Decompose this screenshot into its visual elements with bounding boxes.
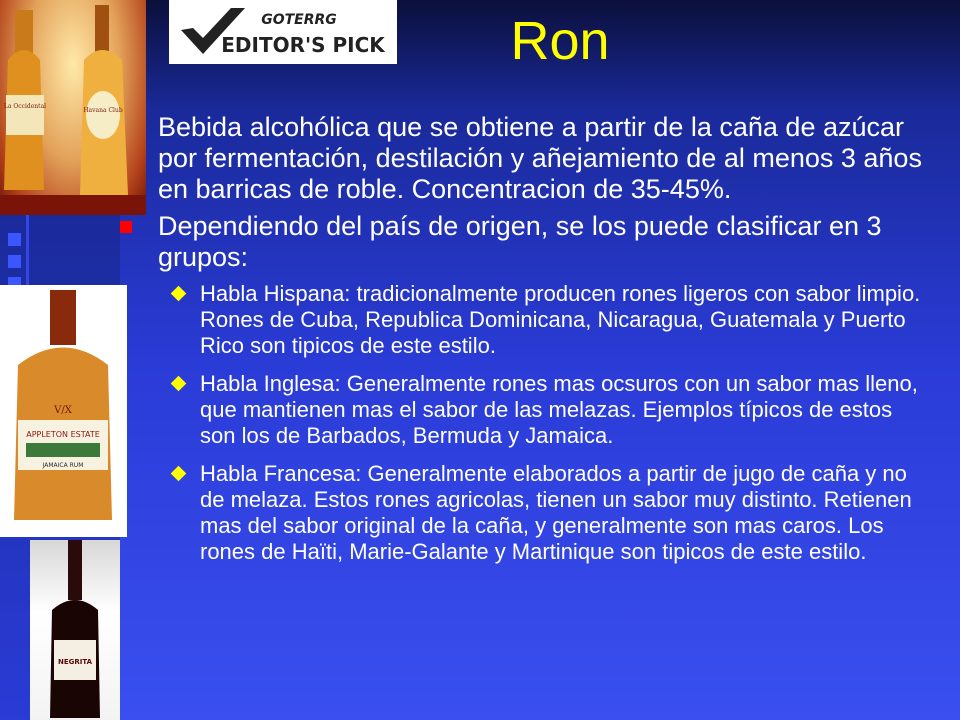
diamond-bullet-icon	[171, 376, 187, 392]
main-bullet-text: Dependiendo del país de origen, se los puede clasificar en 3 grupos:	[158, 211, 882, 272]
sub-bullet-text: Habla Hispana: tradicionalmente producen rones ligeros con sabor limpio. Rones de Cuba, Republica Dominicana, Nicaragua, Guatemala y Puerto Rico son tipicos de este estilo.	[200, 281, 921, 358]
sub-bullet-text: Habla Francesa: Generalmente elaborados a partir de jugo de caña y no de melaza. Estos rones agricolas, tienen un sabor muy distinto. Retienen mas del sabor original de la caña, y generalmente son mas caros. Los rones de Haïti, Marie-Galante y Martinique son tipicos de este estilo.	[200, 461, 912, 564]
negrita-label: NEGRITA	[57, 658, 93, 666]
appleton-bottle-photo	[0, 285, 127, 537]
negrita-bottle-photo	[30, 540, 120, 720]
appleton-name: APPLETON ESTATE	[26, 430, 100, 439]
sub-bullet-text: Habla Inglesa: Generalmente rones mas ocsuros con un sabor mas lleno, que mantienen mas el sabor de las melazas. Ejemplos típicos de estos son los de Barbados, Bermuda y Jamaica.	[200, 371, 918, 448]
rum-bottles-photo	[0, 0, 146, 215]
diamond-bullet-icon	[171, 466, 187, 482]
slide-title: Ron	[510, 11, 610, 71]
main-bullet	[158, 211, 930, 273]
decor-square	[8, 233, 21, 246]
decor-bar	[26, 215, 29, 285]
appleton-sub: JAMAICA RUM	[42, 462, 84, 469]
slide-content	[158, 112, 930, 577]
bottle1-label: La Occidental	[3, 103, 47, 110]
decor-square	[8, 255, 21, 268]
sub-bullet-inglesa	[200, 371, 930, 449]
square-bullet-icon	[120, 221, 132, 233]
sub-bullet-hispana	[200, 281, 930, 359]
sub-bullet-francesa	[200, 461, 930, 565]
logo-line1: GOTERRG	[261, 12, 337, 28]
appleton-vx: V/X	[54, 405, 72, 416]
intro-paragraph: Bebida alcohólica que se obtiene a partir de la caña de azúcar por fermentación, destilación y añejamiento de al menos 3 años en barricas de roble. Concentracion de 35-45%.	[158, 112, 922, 204]
bottle2-label: Havana Club	[83, 107, 123, 114]
editors-pick-logo	[169, 0, 397, 64]
logo-line2: EDITOR'S PICK	[221, 33, 385, 57]
diamond-bullet-icon	[171, 286, 187, 302]
